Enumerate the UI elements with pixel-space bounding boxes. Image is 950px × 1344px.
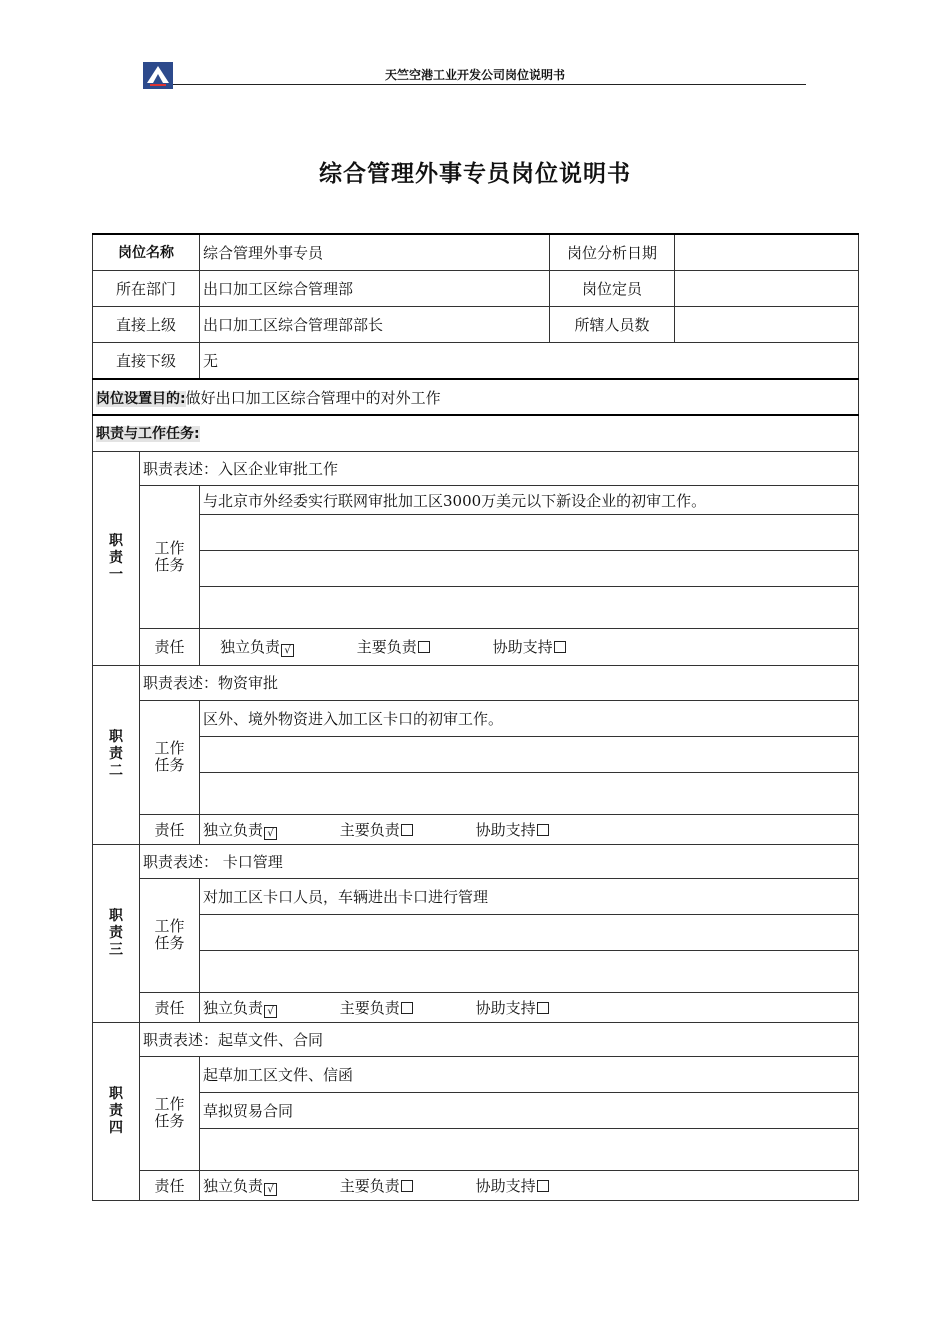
duty-1-task-label <box>140 485 200 628</box>
page-title: 综合管理外事专员岗位说明书 <box>319 161 631 187</box>
task-label-text: 工作任务 <box>154 917 185 952</box>
duty-1-task-1: 与北京市外经委实行联网审批加工区3000万美元以下新设企业的初审工作。 <box>200 485 859 514</box>
duty-4-statement: 职责表述：起草文件、合同 <box>140 1022 859 1056</box>
checkbox-unchecked[interactable] <box>537 1180 549 1192</box>
opt-main: 主要负责 <box>339 820 400 839</box>
duty-2-statement: 职责表述：物资审批 <box>140 665 859 700</box>
position-name-label: 岗位名称 <box>93 234 200 270</box>
duty-4-task-1: 起草加工区文件、信函 <box>200 1056 859 1092</box>
duty-3-task-1: 对加工区卡口人员，车辆进出卡口进行管理 <box>200 878 859 914</box>
duty-2-resp-label: 责任 <box>140 814 200 844</box>
headcount-label: 岗位定员 <box>550 270 675 306</box>
duty-3-title <box>93 844 140 1022</box>
duty-4-title-text: 职责四 <box>109 1085 123 1136</box>
headcount-value <box>675 270 859 306</box>
superior-label: 直接上级 <box>93 306 200 342</box>
purpose-value: 做好出口加工区综合管理中的对外工作 <box>185 388 441 407</box>
task-label-text: 工作任务 <box>154 538 185 574</box>
opt-assist: 协助支持 <box>475 998 536 1017</box>
checkbox-unchecked[interactable] <box>554 641 566 653</box>
opt-assist: 协助支持 <box>475 1176 536 1195</box>
purpose-label: 岗位设置目的: <box>96 390 186 407</box>
opt-independent: 独立负责 <box>220 638 281 656</box>
duty-2-task-3 <box>200 772 859 814</box>
duty-2-title <box>93 665 140 844</box>
duty-2-task-2 <box>200 736 859 772</box>
header-rule <box>173 84 806 85</box>
duty-1-task-2 <box>200 514 859 550</box>
duty-3-title-text: 职责三 <box>109 907 123 958</box>
checkbox-unchecked[interactable] <box>537 824 549 836</box>
department-label: 所在部门 <box>93 270 200 306</box>
analysis-date-label: 岗位分析日期 <box>550 234 675 270</box>
duty-4-task-3 <box>200 1128 859 1170</box>
checkbox-unchecked[interactable] <box>418 641 430 653</box>
duty-3-task-label <box>140 878 200 992</box>
purpose-row <box>93 379 859 415</box>
checkbox-checked[interactable]: √ <box>264 1005 277 1018</box>
duty-4-resp-label: 责任 <box>140 1170 200 1200</box>
duty-1-task-4 <box>200 586 859 628</box>
duties-heading-row <box>93 415 859 451</box>
duty-3-task-3 <box>200 950 859 992</box>
duty-1-statement: 职责表述：入区企业审批工作 <box>140 451 859 485</box>
duty-1-title-text: 职责一 <box>109 532 123 583</box>
duty-4-resp-options <box>200 1170 859 1200</box>
opt-independent: 独立负责 <box>203 820 264 839</box>
analysis-date-value <box>675 234 859 270</box>
header-company-title: 天竺空港工业开发公司岗位说明书 <box>384 68 565 82</box>
superior-value: 出口加工区综合管理部部长 <box>200 306 550 342</box>
opt-independent: 独立负责 <box>203 998 264 1017</box>
subordinates-count-label: 所辖人员数 <box>550 306 675 342</box>
subordinates-count-value <box>675 306 859 342</box>
opt-assist: 协助支持 <box>492 638 553 656</box>
duty-3-statement: 职责表述： 卡口管理 <box>140 844 859 878</box>
checkbox-checked[interactable]: √ <box>264 827 277 840</box>
checkbox-checked[interactable]: √ <box>281 644 294 657</box>
opt-main: 主要负责 <box>339 998 400 1017</box>
duty-3-resp-label: 责任 <box>140 992 200 1022</box>
duty-2-task-1: 区外、境外物资进入加工区卡口的初审工作。 <box>200 700 859 736</box>
department-value: 出口加工区综合管理部 <box>200 270 550 306</box>
checkbox-unchecked[interactable] <box>401 1002 413 1014</box>
checkbox-unchecked[interactable] <box>401 824 413 836</box>
task-label-text: 工作任务 <box>154 739 185 774</box>
checkbox-checked[interactable]: √ <box>264 1183 277 1196</box>
duty-3-task-2 <box>200 914 859 950</box>
subordinate-label: 直接下级 <box>93 342 200 379</box>
duty-3-resp-options <box>200 992 859 1022</box>
duty-4-title <box>93 1022 140 1200</box>
subordinate-value: 无 <box>200 342 859 379</box>
duty-1-resp-options <box>200 628 859 665</box>
duty-4-task-label <box>140 1056 200 1170</box>
duties-heading: 职责与工作任务: <box>96 426 200 443</box>
opt-assist: 协助支持 <box>475 820 536 839</box>
opt-main: 主要负责 <box>356 638 417 656</box>
company-logo <box>143 62 173 89</box>
opt-main: 主要负责 <box>339 1176 400 1195</box>
position-name-value: 综合管理外事专员 <box>200 234 550 270</box>
checkbox-unchecked[interactable] <box>537 1002 549 1014</box>
checkbox-unchecked[interactable] <box>401 1180 413 1192</box>
duty-4-task-2: 草拟贸易合同 <box>200 1092 859 1128</box>
duty-2-task-label <box>140 700 200 814</box>
duty-2-title-text: 职责二 <box>109 729 123 779</box>
duty-1-task-3 <box>200 550 859 586</box>
duty-1-title <box>93 451 140 665</box>
opt-independent: 独立负责 <box>203 1176 264 1195</box>
duty-1-resp-label: 责任 <box>140 628 200 665</box>
job-description-table <box>92 233 859 1201</box>
duty-2-resp-options <box>200 814 859 844</box>
task-label-text: 工作任务 <box>154 1095 185 1130</box>
